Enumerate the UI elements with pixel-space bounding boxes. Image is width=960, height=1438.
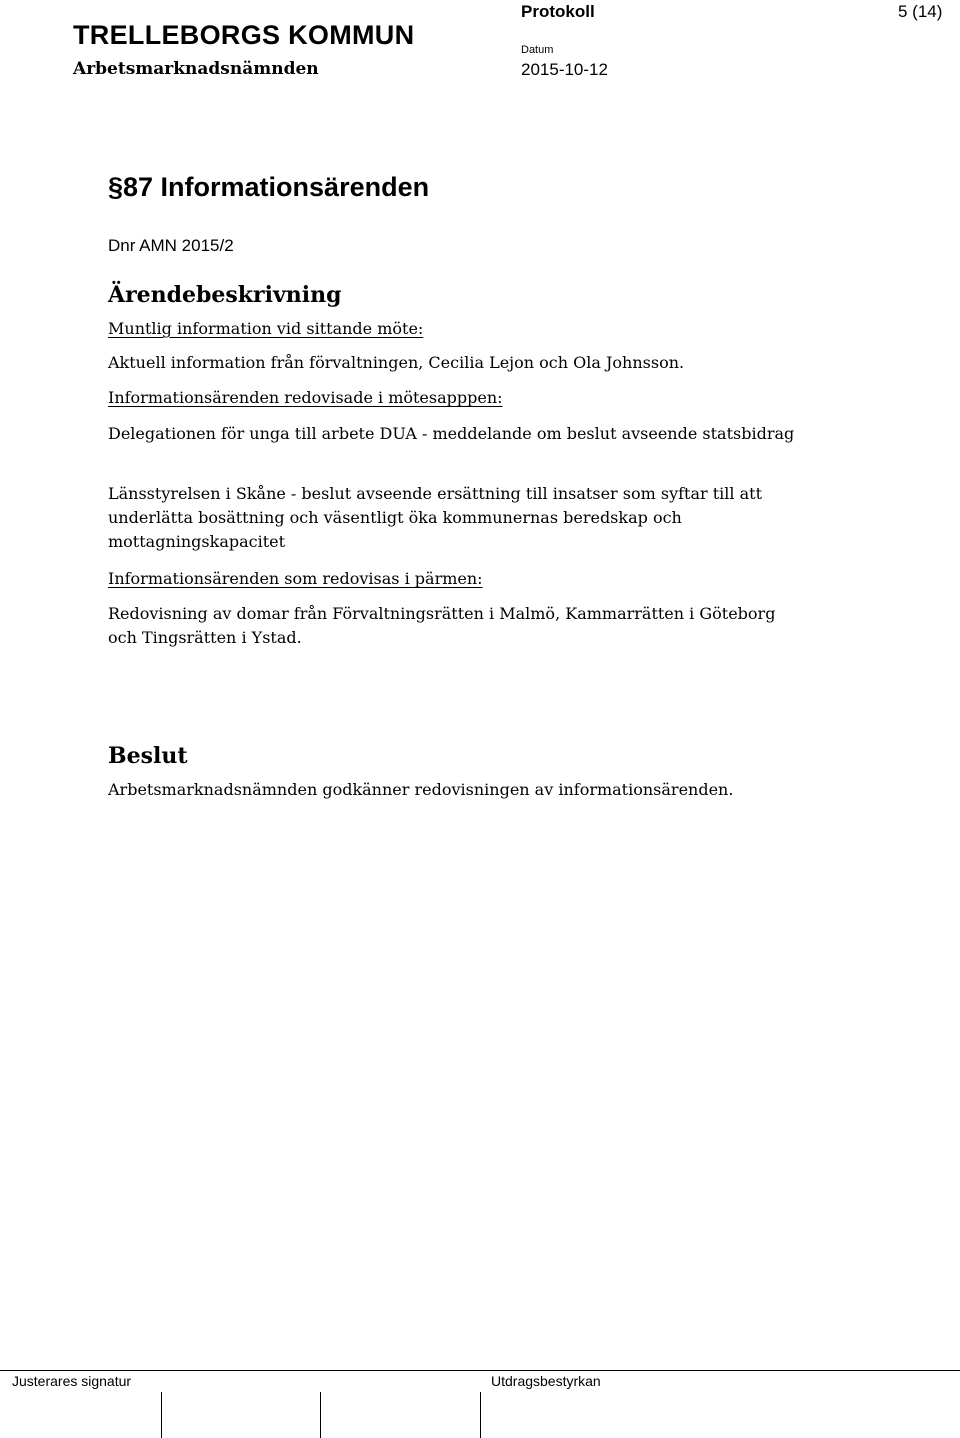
decision-text: Arbetsmarknadsnämnden godkänner redovisningen av informationsärenden. [108, 780, 734, 799]
app-items-subheading: Informationsärenden redovisade i mötesapppen: [108, 388, 503, 407]
lansstyrelsen-paragraph: Länsstyrelsen i Skåne - beslut avseende ersättning till insatser som syftar till att underlätta bosättning och väsentligt öka kommunernas beredskap och mottagningskapacitet [108, 484, 763, 551]
signature-box-divider [320, 1392, 321, 1438]
signature-label: Justerares signatur [12, 1373, 132, 1389]
date-label: Datum [521, 44, 554, 56]
signature-box-divider [480, 1392, 481, 1438]
page-number: 5 (14) [898, 2, 943, 21]
document-type: Protokoll [521, 2, 595, 21]
dua-paragraph: Delegationen för unga till arbete DUA - meddelande om beslut avseende statsbidrag [108, 424, 795, 443]
decision-heading: Beslut [108, 743, 188, 769]
section-title: §87 Informationsärenden [108, 172, 430, 202]
description-heading: Ärendebeskrivning [108, 282, 342, 308]
current-info-paragraph: Aktuell information från förvaltningen, Cecilia Lejon och Ola Johnsson. [108, 353, 685, 372]
extract-label: Utdragsbestyrkan [491, 1373, 601, 1389]
signature-box-divider [161, 1392, 162, 1438]
binder-items-subheading: Informationsärenden som redovisas i pärmen: [108, 569, 483, 588]
date-value: 2015-10-12 [521, 60, 608, 79]
footer-divider [0, 1370, 960, 1371]
oral-info-subheading: Muntlig information vid sittande möte: [108, 319, 424, 338]
department-name: Arbetsmarknadsnämnden [73, 59, 319, 79]
case-number: Dnr AMN 2015/2 [108, 236, 234, 255]
organization-name: TRELLEBORGS KOMMUN [73, 20, 415, 50]
court-rulings-paragraph: Redovisning av domar från Förvaltningsrätten i Malmö, Kammarrätten i Göteborg och Tingsrätten i Ystad. [108, 604, 776, 647]
